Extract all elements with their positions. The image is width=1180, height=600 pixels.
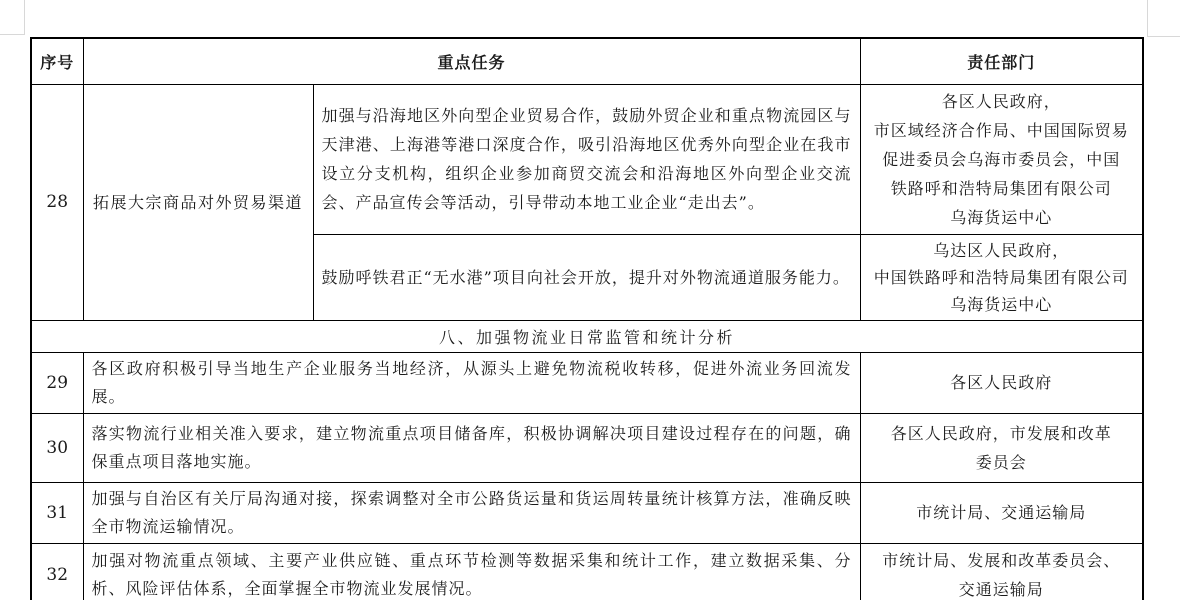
cell-category-28: 拓展大宗商品对外贸易渠道 [83, 84, 313, 320]
cell-no-28: 28 [31, 84, 83, 320]
dept-line: 铁路呼和浩特局集团有限公司 [890, 178, 1112, 198]
cell-task-32: 加强对物流重点领域、主要产业供应链、重点环节检测等数据采集和统计工作，建立数据采集、分析、风险评估体系，全面掌握全市物流业发展情况。 [83, 543, 860, 600]
header-cell-dept: 责任部门 [860, 38, 1143, 84]
dept-line: 中国铁路呼和浩特局集团有限公司 [873, 267, 1129, 287]
dept-line: 促进委员会乌海市委员会，中国 [882, 149, 1121, 169]
cell-dept-32 [860, 543, 1143, 600]
dept-line: 乌达区人民政府， [933, 240, 1070, 260]
cell-dept-30 [860, 413, 1143, 482]
page-corner-mark-right [1147, 0, 1180, 37]
dept-line: 各区人民政府， [941, 91, 1061, 111]
page-corner-mark-left [0, 0, 25, 35]
cell-no-31: 31 [31, 482, 83, 543]
section-title: 八、加强物流业日常监管和统计分析 [31, 320, 1143, 352]
header-cell-no: 序号 [31, 38, 83, 84]
table-row-28-sub1 [31, 84, 1143, 234]
cell-task-28-2: 鼓励呼铁君正“无水港”项目向社会开放，提升对外物流通道服务能力。 [313, 234, 860, 320]
header-cell-task: 重点任务 [83, 38, 860, 84]
dept-line: 各区人民政府 [950, 373, 1053, 392]
cell-dept-28-2 [860, 234, 1143, 320]
cell-no-29: 29 [31, 352, 83, 413]
task-table [30, 37, 1144, 600]
dept-line: 委员会 [975, 452, 1027, 472]
dept-line: 乌海货运中心 [950, 294, 1053, 314]
cell-task-30: 落实物流行业相关准入要求，建立物流重点项目储备库，积极协调解决项目建设过程存在的问题，确保重点项目落地实施。 [83, 413, 860, 482]
dept-line: 市区域经济合作局、中国国际贸易 [873, 120, 1129, 140]
table-row-30 [31, 413, 1143, 482]
cell-no-32: 32 [31, 543, 83, 600]
cell-no-30: 30 [31, 413, 83, 482]
table-row-29 [31, 352, 1143, 413]
cell-dept-31 [860, 482, 1143, 543]
table-section-row [31, 320, 1143, 352]
cell-task-28-1: 加强与沿海地区外向型企业贸易合作，鼓励外贸企业和重点物流园区与天津港、上海港等港口深度合作，吸引沿海地区优秀外向型企业在我市设立分支机构，组织企业参加商贸交流会和沿海地区外向型企业交流会、产品宣传会等活动，引导带动本地工业企业“走出去”。 [313, 84, 860, 234]
table-header-row [31, 38, 1143, 84]
dept-line: 市统计局、交通运输局 [916, 503, 1087, 522]
cell-dept-29 [860, 352, 1143, 413]
cell-task-29: 各区政府积极引导当地生产企业服务当地经济，从源头上避免物流税收转移，促进外流业务回流发展。 [83, 352, 860, 413]
dept-line: 交通运输局 [958, 579, 1044, 599]
table-row-31 [31, 482, 1143, 543]
dept-line: 各区人民政府，市发展和改革 [890, 423, 1112, 443]
cell-dept-28-1 [860, 84, 1143, 234]
dept-line: 市统计局、发展和改革委员会、 [882, 550, 1121, 570]
cell-task-31: 加强与自治区有关厅局沟通对接，探索调整对全市公路货运量和货运周转量统计核算方法，准确反映全市物流运输情况。 [83, 482, 860, 543]
table-row-32 [31, 543, 1143, 600]
dept-line: 乌海货运中心 [950, 207, 1053, 227]
